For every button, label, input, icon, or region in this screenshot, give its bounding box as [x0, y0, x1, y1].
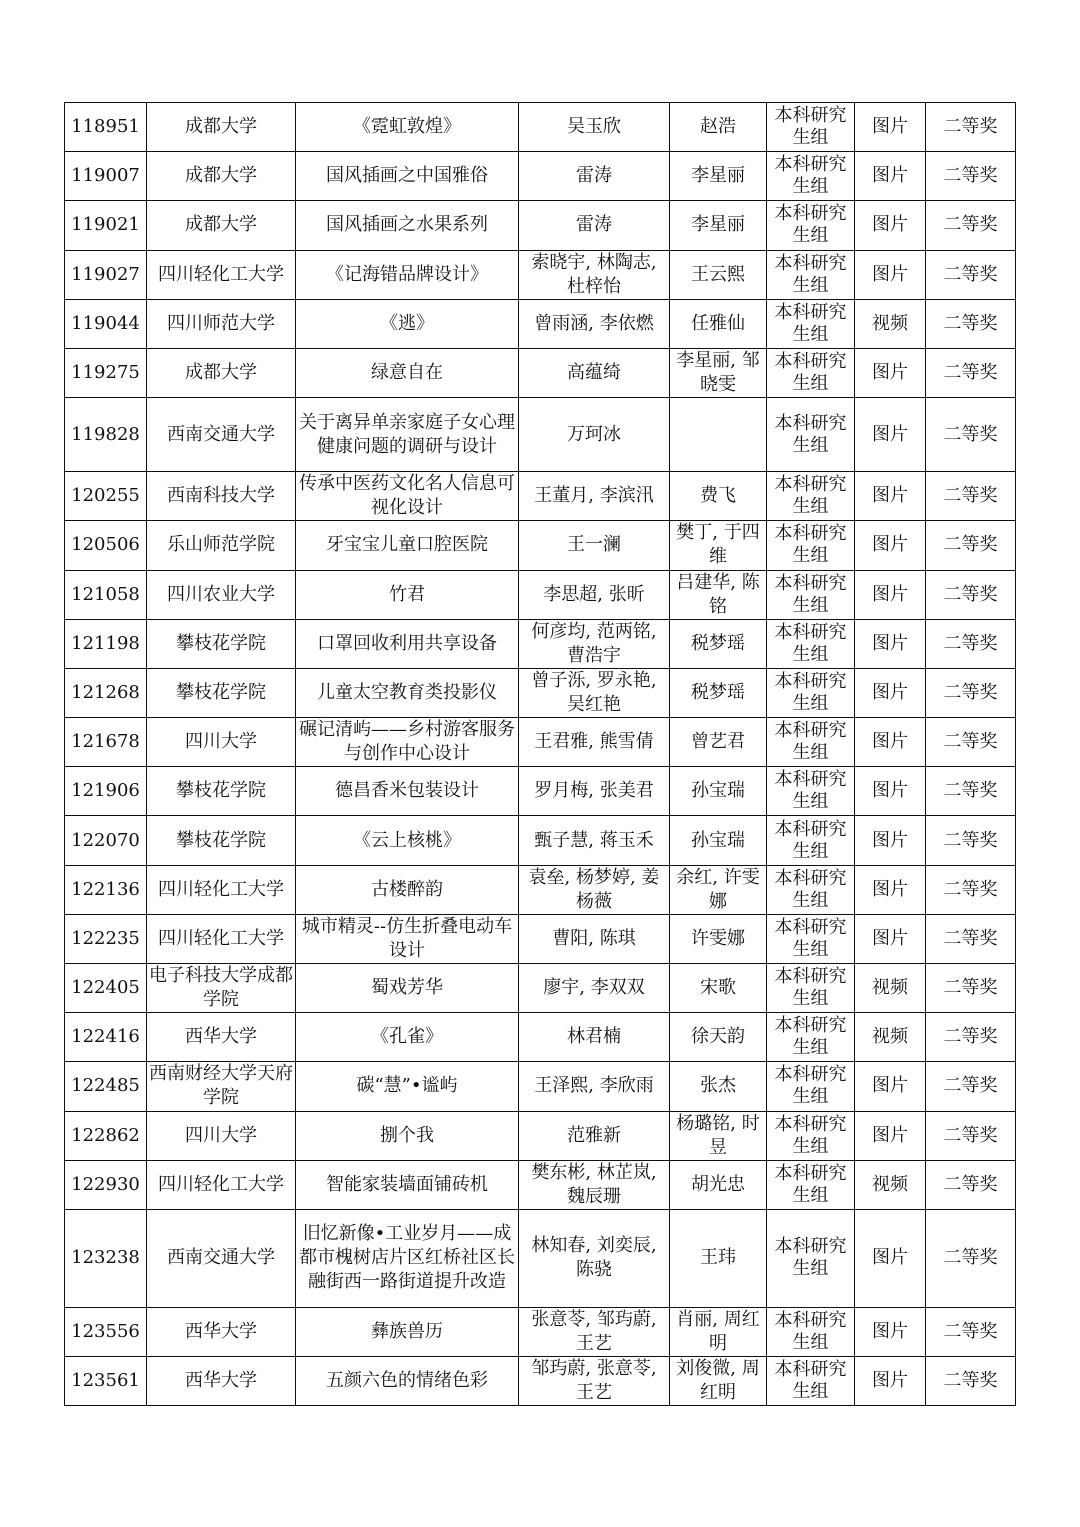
authors-cell: 甄子慧, 蒋玉禾	[519, 816, 670, 865]
group-cell: 本科研究生组	[767, 767, 855, 816]
school-cell: 西南交通大学	[147, 1209, 296, 1307]
group-cell: 本科研究生组	[767, 103, 855, 152]
group-cell: 本科研究生组	[767, 865, 855, 914]
table-row	[65, 964, 1016, 1013]
entry-id-cell: 119021	[65, 201, 147, 250]
table-row	[65, 1062, 1016, 1111]
school-cell: 四川轻化工大学	[147, 865, 296, 914]
award-cell: 二等奖	[926, 299, 1016, 348]
type-cell: 图片	[855, 521, 926, 570]
school-cell: 四川师范大学	[147, 299, 296, 348]
school-cell: 西南交通大学	[147, 398, 296, 472]
authors-cell: 林君楠	[519, 1013, 670, 1062]
title-cell: 绿意自在	[296, 348, 519, 397]
title-cell: 碾记清屿——乡村游客服务与创作中心设计	[296, 718, 519, 767]
title-cell: 城市精灵--仿生折叠电动车设计	[296, 914, 519, 963]
entry-id-cell: 120255	[65, 472, 147, 521]
authors-cell: 李思超, 张昕	[519, 570, 670, 619]
type-cell: 图片	[855, 1307, 926, 1356]
group-cell: 本科研究生组	[767, 250, 855, 299]
table-row	[65, 472, 1016, 521]
advisor-cell: 王玮	[670, 1209, 767, 1307]
school-cell: 攀枝花学院	[147, 816, 296, 865]
table-row	[65, 201, 1016, 250]
authors-cell: 范雅新	[519, 1111, 670, 1160]
advisor-cell	[670, 398, 767, 472]
authors-cell: 樊东彬, 林芷岚, 魏辰珊	[519, 1160, 670, 1209]
group-cell: 本科研究生组	[767, 668, 855, 717]
award-cell: 二等奖	[926, 1209, 1016, 1307]
title-cell: 国风插画之水果系列	[296, 201, 519, 250]
authors-cell: 王君雅, 熊雪倩	[519, 718, 670, 767]
group-cell: 本科研究生组	[767, 152, 855, 201]
type-cell: 视频	[855, 1160, 926, 1209]
group-cell: 本科研究生组	[767, 1307, 855, 1356]
type-cell: 视频	[855, 964, 926, 1013]
award-cell: 二等奖	[926, 816, 1016, 865]
group-cell: 本科研究生组	[767, 398, 855, 472]
advisor-cell: 肖丽, 周红明	[670, 1307, 767, 1356]
entry-id-cell: 119007	[65, 152, 147, 201]
advisor-cell: 徐天韵	[670, 1013, 767, 1062]
advisor-cell: 樊丁, 于四维	[670, 521, 767, 570]
award-cell: 二等奖	[926, 521, 1016, 570]
table-row	[65, 398, 1016, 472]
authors-cell: 邹玙蔚, 张意苓, 王艺	[519, 1357, 670, 1406]
group-cell: 本科研究生组	[767, 472, 855, 521]
table-row	[65, 103, 1016, 152]
entry-id-cell: 121678	[65, 718, 147, 767]
type-cell: 视频	[855, 299, 926, 348]
entry-id-cell: 122485	[65, 1062, 147, 1111]
title-cell: 牙宝宝儿童口腔医院	[296, 521, 519, 570]
award-cell: 二等奖	[926, 570, 1016, 619]
type-cell: 图片	[855, 348, 926, 397]
authors-cell: 袁垒, 杨梦婷, 姜杨薇	[519, 865, 670, 914]
award-cell: 二等奖	[926, 964, 1016, 1013]
entry-id-cell: 119828	[65, 398, 147, 472]
advisor-cell: 宋歌	[670, 964, 767, 1013]
authors-cell: 王董月, 李滨汛	[519, 472, 670, 521]
authors-cell: 何彦均, 范两铭, 曹浩宇	[519, 619, 670, 668]
title-cell: 智能家装墙面铺砖机	[296, 1160, 519, 1209]
type-cell: 图片	[855, 619, 926, 668]
title-cell: 《云上核桃》	[296, 816, 519, 865]
school-cell: 西南财经大学天府学院	[147, 1062, 296, 1111]
group-cell: 本科研究生组	[767, 570, 855, 619]
advisor-cell: 余红, 许雯娜	[670, 865, 767, 914]
award-cell: 二等奖	[926, 398, 1016, 472]
authors-cell: 林知春, 刘奕辰, 陈骁	[519, 1209, 670, 1307]
entry-id-cell: 122416	[65, 1013, 147, 1062]
group-cell: 本科研究生组	[767, 1062, 855, 1111]
school-cell: 成都大学	[147, 103, 296, 152]
advisor-cell: 税梦瑶	[670, 619, 767, 668]
title-cell: 古楼醉韵	[296, 865, 519, 914]
entry-id-cell: 123556	[65, 1307, 147, 1356]
advisor-cell: 费飞	[670, 472, 767, 521]
entry-id-cell: 122862	[65, 1111, 147, 1160]
table-row	[65, 1307, 1016, 1356]
table-row	[65, 718, 1016, 767]
award-cell: 二等奖	[926, 1307, 1016, 1356]
entry-id-cell: 122070	[65, 816, 147, 865]
school-cell: 四川大学	[147, 1111, 296, 1160]
table-row	[65, 152, 1016, 201]
authors-cell: 王泽熙, 李欣雨	[519, 1062, 670, 1111]
entry-id-cell: 121058	[65, 570, 147, 619]
type-cell: 图片	[855, 767, 926, 816]
advisor-cell: 李星丽	[670, 201, 767, 250]
advisor-cell: 王云熙	[670, 250, 767, 299]
type-cell: 图片	[855, 668, 926, 717]
award-cell: 二等奖	[926, 1111, 1016, 1160]
school-cell: 四川轻化工大学	[147, 1160, 296, 1209]
table-row	[65, 1209, 1016, 1307]
group-cell: 本科研究生组	[767, 1357, 855, 1406]
type-cell: 图片	[855, 472, 926, 521]
entry-id-cell: 123561	[65, 1357, 147, 1406]
type-cell: 图片	[855, 816, 926, 865]
group-cell: 本科研究生组	[767, 521, 855, 570]
school-cell: 西南科技大学	[147, 472, 296, 521]
advisor-cell: 刘俊微, 周红明	[670, 1357, 767, 1406]
title-cell: 《孔雀》	[296, 1013, 519, 1062]
award-cell: 二等奖	[926, 1357, 1016, 1406]
type-cell: 图片	[855, 201, 926, 250]
school-cell: 成都大学	[147, 201, 296, 250]
school-cell: 攀枝花学院	[147, 619, 296, 668]
group-cell: 本科研究生组	[767, 718, 855, 767]
entry-id-cell: 121268	[65, 668, 147, 717]
school-cell: 西华大学	[147, 1307, 296, 1356]
group-cell: 本科研究生组	[767, 201, 855, 250]
award-cell: 二等奖	[926, 1160, 1016, 1209]
award-cell: 二等奖	[926, 619, 1016, 668]
table-row	[65, 521, 1016, 570]
award-cell: 二等奖	[926, 1013, 1016, 1062]
school-cell: 西华大学	[147, 1013, 296, 1062]
advisor-cell: 杨璐铭, 时昱	[670, 1111, 767, 1160]
entry-id-cell: 120506	[65, 521, 147, 570]
authors-cell: 索晓宇, 林陶志, 杜梓怡	[519, 250, 670, 299]
table-row	[65, 1357, 1016, 1406]
entry-id-cell: 121198	[65, 619, 147, 668]
table-row	[65, 1013, 1016, 1062]
school-cell: 乐山师范学院	[147, 521, 296, 570]
group-cell: 本科研究生组	[767, 1209, 855, 1307]
authors-cell: 廖宇, 李双双	[519, 964, 670, 1013]
type-cell: 图片	[855, 1062, 926, 1111]
advisor-cell: 李星丽	[670, 152, 767, 201]
authors-cell: 吴玉欣	[519, 103, 670, 152]
advisor-cell: 张杰	[670, 1062, 767, 1111]
group-cell: 本科研究生组	[767, 299, 855, 348]
group-cell: 本科研究生组	[767, 914, 855, 963]
authors-cell: 张意苓, 邹玙蔚, 王艺	[519, 1307, 670, 1356]
entry-id-cell: 121906	[65, 767, 147, 816]
title-cell: 旧忆新像•工业岁月——成都市槐树店片区红桥社区长融街西一路街道提升改造	[296, 1209, 519, 1307]
title-cell: 国风插画之中国雅俗	[296, 152, 519, 201]
table-row	[65, 865, 1016, 914]
authors-cell: 王一澜	[519, 521, 670, 570]
school-cell: 成都大学	[147, 152, 296, 201]
type-cell: 视频	[855, 1013, 926, 1062]
table-row	[65, 250, 1016, 299]
entry-id-cell: 123238	[65, 1209, 147, 1307]
entry-id-cell: 119044	[65, 299, 147, 348]
entry-id-cell: 119027	[65, 250, 147, 299]
group-cell: 本科研究生组	[767, 619, 855, 668]
authors-cell: 雷涛	[519, 152, 670, 201]
advisor-cell: 曾艺君	[670, 718, 767, 767]
award-results-table	[64, 102, 1016, 1406]
title-cell: 关于离异单亲家庭子女心理健康问题的调研与设计	[296, 398, 519, 472]
table-row	[65, 816, 1016, 865]
type-cell: 图片	[855, 1357, 926, 1406]
entry-id-cell: 119275	[65, 348, 147, 397]
award-cell: 二等奖	[926, 718, 1016, 767]
authors-cell: 雷涛	[519, 201, 670, 250]
group-cell: 本科研究生组	[767, 816, 855, 865]
entry-id-cell: 122136	[65, 865, 147, 914]
advisor-cell: 赵浩	[670, 103, 767, 152]
table-row	[65, 619, 1016, 668]
type-cell: 图片	[855, 1111, 926, 1160]
table-body	[65, 103, 1016, 1406]
type-cell: 图片	[855, 398, 926, 472]
type-cell: 图片	[855, 718, 926, 767]
entry-id-cell: 122405	[65, 964, 147, 1013]
award-cell: 二等奖	[926, 250, 1016, 299]
type-cell: 图片	[855, 865, 926, 914]
school-cell: 西华大学	[147, 1357, 296, 1406]
title-cell: 彝族兽历	[296, 1307, 519, 1356]
title-cell: 蜀戏芳华	[296, 964, 519, 1013]
table-row	[65, 299, 1016, 348]
advisor-cell: 税梦瑶	[670, 668, 767, 717]
award-cell: 二等奖	[926, 152, 1016, 201]
title-cell: 儿童太空教育类投影仪	[296, 668, 519, 717]
school-cell: 成都大学	[147, 348, 296, 397]
school-cell: 四川农业大学	[147, 570, 296, 619]
authors-cell: 高蕴绮	[519, 348, 670, 397]
entry-id-cell: 122235	[65, 914, 147, 963]
table-row	[65, 570, 1016, 619]
title-cell: 德昌香米包装设计	[296, 767, 519, 816]
school-cell: 四川轻化工大学	[147, 250, 296, 299]
title-cell: 《霓虹敦煌》	[296, 103, 519, 152]
table-row	[65, 668, 1016, 717]
table-row	[65, 348, 1016, 397]
award-cell: 二等奖	[926, 472, 1016, 521]
type-cell: 图片	[855, 103, 926, 152]
advisor-cell: 吕建华, 陈铭	[670, 570, 767, 619]
award-cell: 二等奖	[926, 767, 1016, 816]
title-cell: 《记海错品牌设计》	[296, 250, 519, 299]
group-cell: 本科研究生组	[767, 1160, 855, 1209]
title-cell: 五颜六色的情绪色彩	[296, 1357, 519, 1406]
title-cell: 传承中医药文化名人信息可视化设计	[296, 472, 519, 521]
school-cell: 四川轻化工大学	[147, 914, 296, 963]
title-cell: 口罩回收利用共享设备	[296, 619, 519, 668]
table-row	[65, 1160, 1016, 1209]
type-cell: 图片	[855, 152, 926, 201]
type-cell: 图片	[855, 914, 926, 963]
advisor-cell: 孙宝瑞	[670, 767, 767, 816]
group-cell: 本科研究生组	[767, 1111, 855, 1160]
advisor-cell: 胡光忠	[670, 1160, 767, 1209]
advisor-cell: 孙宝瑞	[670, 816, 767, 865]
entry-id-cell: 122930	[65, 1160, 147, 1209]
type-cell: 图片	[855, 250, 926, 299]
title-cell: 《逃》	[296, 299, 519, 348]
advisor-cell: 许雯娜	[670, 914, 767, 963]
entry-id-cell: 118951	[65, 103, 147, 152]
award-cell: 二等奖	[926, 865, 1016, 914]
school-cell: 四川大学	[147, 718, 296, 767]
school-cell: 攀枝花学院	[147, 668, 296, 717]
title-cell: 捌个我	[296, 1111, 519, 1160]
authors-cell: 曾子泺, 罗永艳, 吴红艳	[519, 668, 670, 717]
authors-cell: 曾雨涵, 李依燃	[519, 299, 670, 348]
group-cell: 本科研究生组	[767, 964, 855, 1013]
authors-cell: 罗月梅, 张美君	[519, 767, 670, 816]
award-cell: 二等奖	[926, 1062, 1016, 1111]
table-row	[65, 914, 1016, 963]
table-row	[65, 767, 1016, 816]
title-cell: 碳“慧”•谧屿	[296, 1062, 519, 1111]
authors-cell: 曹阳, 陈琪	[519, 914, 670, 963]
table-row	[65, 1111, 1016, 1160]
award-cell: 二等奖	[926, 348, 1016, 397]
authors-cell: 万珂冰	[519, 398, 670, 472]
award-cell: 二等奖	[926, 103, 1016, 152]
award-cell: 二等奖	[926, 914, 1016, 963]
group-cell: 本科研究生组	[767, 1013, 855, 1062]
type-cell: 图片	[855, 570, 926, 619]
award-cell: 二等奖	[926, 668, 1016, 717]
title-cell: 竹君	[296, 570, 519, 619]
type-cell: 图片	[855, 1209, 926, 1307]
group-cell: 本科研究生组	[767, 348, 855, 397]
school-cell: 电子科技大学成都学院	[147, 964, 296, 1013]
advisor-cell: 李星丽, 邹晓雯	[670, 348, 767, 397]
award-cell: 二等奖	[926, 201, 1016, 250]
advisor-cell: 任雅仙	[670, 299, 767, 348]
school-cell: 攀枝花学院	[147, 767, 296, 816]
